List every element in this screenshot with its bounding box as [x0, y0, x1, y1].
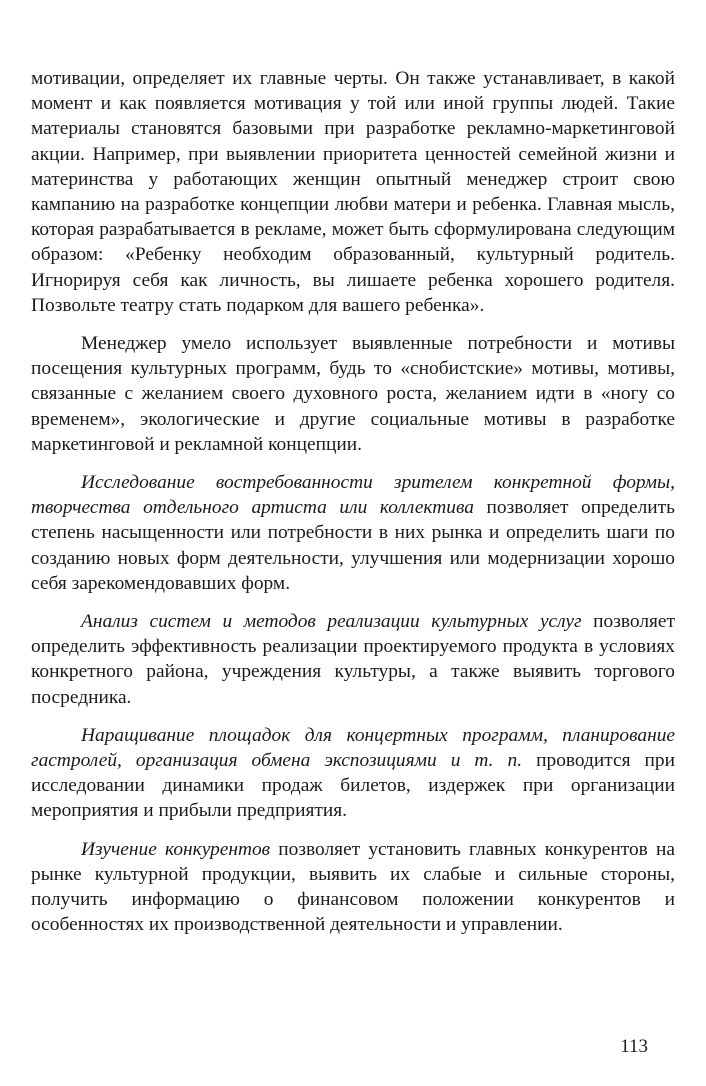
paragraph-5-italic-lead: Наращивание площадок для концертных программ, планирование гастролей, организация обмена экспозициями и т. п. — [31, 724, 675, 772]
page-number: 113 — [620, 1036, 648, 1057]
page-body — [31, 66, 675, 938]
paragraph-3-italic-lead: Исследование востребованности зрителем конкретной формы, творчества отдельного артиста или коллектива — [31, 472, 675, 519]
paragraph-2-text: Менеджер умело использует выявленные потребности и мотивы посещения культурных программ, будь то «снобистские» мотивы, мотивы, связанные с желанием своего духовного роста, желанием идти в «ногу со временем», экологические и другие социальные мотивы в разработке маркетинговой и рекламной концепции. — [31, 333, 675, 455]
paragraph-1 — [31, 66, 675, 318]
paragraph-1-text: мотивации, определяет их главные черты. Он также устанавливает, в какой момент и как появляется мотивация у той или иной группы людей. Такие материалы становятся базовыми при разработке рекламно-маркетинговой акции. Например, при выявлении приоритета ценностей семейной жизни и материнства у работающих женщин опытный менеджер строит свою кампанию на разработке концепции любви матери и ребенка. Главная мысль, которая разрабатывается в рекламе, может быть сформулирована следующим образом: «Ребенку необходим образованный, культурный родитель. Игнорируя себя как личность, вы лишаете ребенка хорошего родителя. Позвольте театру стать подарком для вашего ребенка». — [31, 68, 675, 316]
paragraph-2 — [31, 331, 675, 457]
paragraph-3 — [31, 470, 675, 596]
paragraph-4-text: позволяет определить эффективность реализации проектируемого продукта в условиях конкретного района, учреждения культуры, а также выявить торгового посредника. — [31, 611, 675, 708]
paragraph-6 — [31, 837, 675, 938]
paragraph-5-text: проводится при исследовании динамики продаж билетов, издержек при организации мероприятия и прибыли предприятия. — [31, 750, 675, 822]
paragraph-6-text: позволяет установить главных конкурентов на рынке культурной продукции, выявить их слабые и сильные стороны, получить информацию о финансовом положении конкурентов и особенностях их производственной деятельности и управлении. — [31, 838, 675, 936]
paragraph-3-text: позволяет определить степень насыщенности или потребности в них рынка и определить шаги по созданию новых форм деятельности, улучшения или модернизации хорошо себя зарекомендовавших форм. — [31, 497, 675, 594]
paragraph-6-italic-lead: Изучение конкурентов — [81, 838, 271, 860]
paragraph-4-italic-lead: Анализ систем и методов реализации культурных услуг — [81, 611, 582, 633]
paragraph-5 — [31, 723, 675, 824]
paragraph-4 — [31, 609, 675, 710]
